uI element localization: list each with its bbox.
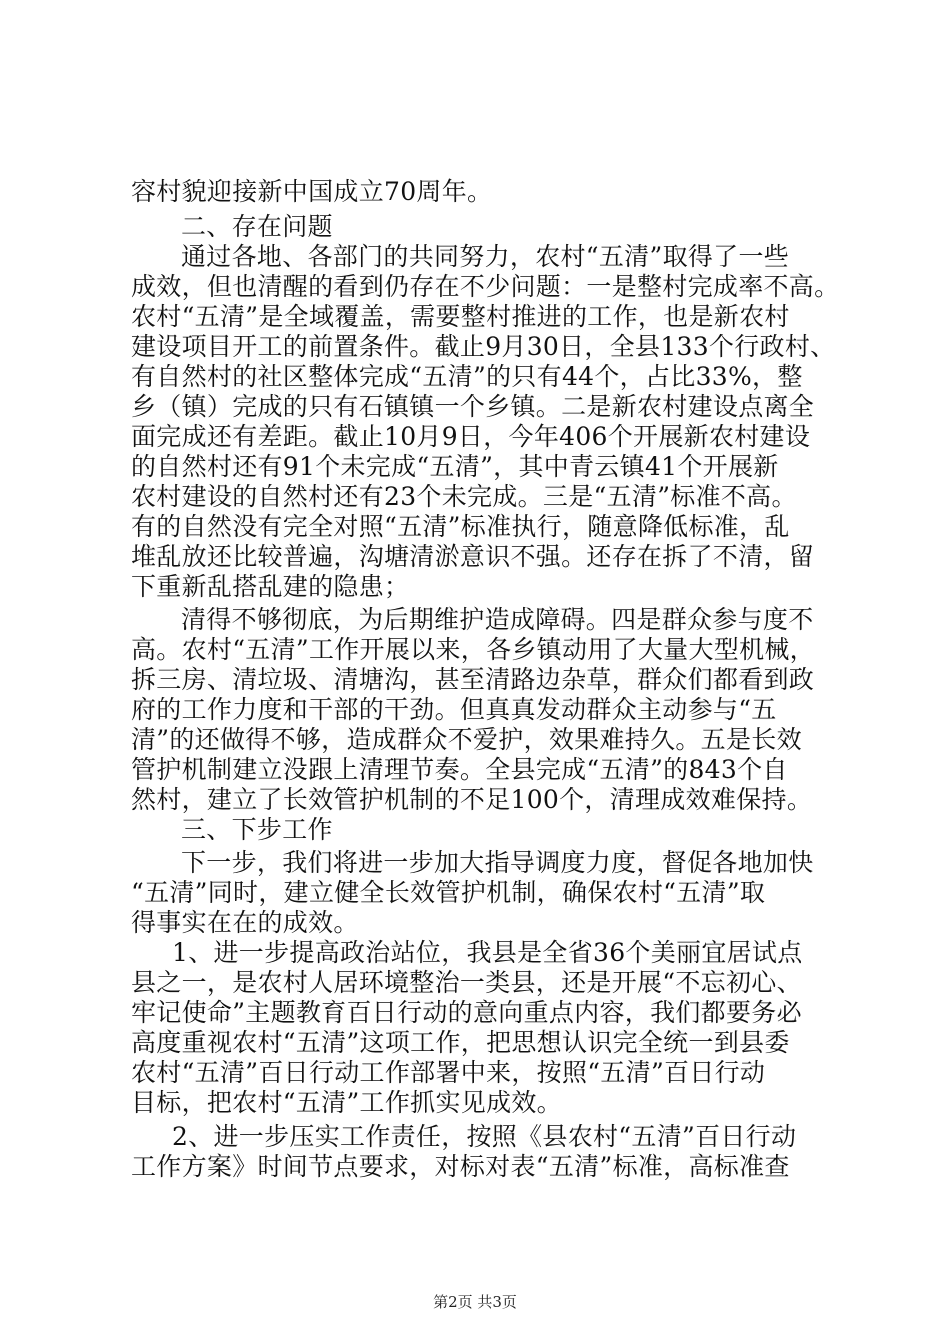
text-line: 堆乱放还比较普遍，沟塘清淤意识不强。还存在拆了不清，留 bbox=[131, 542, 815, 571]
text-line: “五清”同时，建立健全长效管护机制，确保农村“五清”取 bbox=[131, 878, 766, 907]
text-line: 二、存在问题 bbox=[181, 212, 333, 241]
text-line: 高。农村“五清”工作开展以来，各乡镇动用了大量大型机械， bbox=[131, 635, 815, 664]
text-line: 容村貌迎接新中国成立70周年。 bbox=[131, 177, 493, 206]
text-line: 2、进一步压实工作责任，按照《县农村“五清”百日行动 bbox=[172, 1122, 797, 1151]
text-line: 有自然村的社区整体完成“五清”的只有44个，占比33%，整 bbox=[131, 362, 803, 391]
text-line: 1、进一步提高政治站位，我县是全省36个美丽宜居试点 bbox=[172, 938, 803, 967]
text-line: 面完成还有差距。截止10月9日，今年406个开展新农村建设 bbox=[131, 422, 811, 451]
text-line: 下重新乱搭乱建的隐患； bbox=[131, 572, 410, 601]
text-line: 通过各地、各部门的共同努力，农村“五清”取得了一些 bbox=[181, 242, 790, 271]
text-line: 拆三房、清垃圾、清塘沟，甚至清路边杂草，群众们都看到政 bbox=[131, 665, 815, 694]
text-line: 农村“五清”百日行动工作部署中来，按照“五清”百日行动 bbox=[131, 1058, 766, 1087]
text-line: 成效，但也清醒的看到仍存在不少问题：一是整村完成率不高。 bbox=[131, 272, 840, 301]
text-line: 有的自然没有完全对照“五清”标准执行，随意降低标准，乱 bbox=[131, 512, 790, 541]
page-footer: 第2页 共3页 bbox=[433, 1293, 517, 1311]
text-line: 工作方案》时间节点要求，对标对表“五清”标准，高标准查 bbox=[131, 1152, 790, 1181]
text-line: 府的工作力度和干部的干劲。但真真发动群众主动参与“五 bbox=[131, 695, 777, 724]
text-line: 清”的还做得不够，造成群众不爱护，效果难持久。五是长效 bbox=[131, 725, 802, 754]
text-line: 建设项目开工的前置条件。截止9月30日，全县133个行政村、 bbox=[131, 332, 836, 361]
text-line: 目标，把农村“五清”工作抓实见成效。 bbox=[131, 1088, 562, 1117]
text-line: 然村，建立了长效管护机制的不足100个，清理成效难保持。 bbox=[131, 785, 813, 814]
text-line: 农村“五清”是全域覆盖，需要整村推进的工作，也是新农村 bbox=[131, 302, 790, 331]
text-line: 下一步，我们将进一步加大指导调度力度，督促各地加快 bbox=[181, 848, 814, 877]
text-line: 乡（镇）完成的只有石镇镇一个乡镇。二是新农村建设点离全 bbox=[131, 392, 815, 421]
text-line: 农村建设的自然村还有23个未完成。三是“五清”标准不高。 bbox=[131, 482, 797, 511]
text-line: 清得不够彻底，为后期维护造成障碍。四是群众参与度不 bbox=[181, 605, 814, 634]
text-line: 得事实在在的成效。 bbox=[131, 908, 359, 937]
text-line: 的自然村还有91个未完成“五清”，其中青云镇41个开展新 bbox=[131, 452, 779, 481]
text-line: 高度重视农村“五清”这项工作，把思想认识完全统一到县委 bbox=[131, 1028, 790, 1057]
text-line: 县之一，是农村人居环境整治一类县，还是开展“不忘初心、 bbox=[131, 968, 802, 997]
text-line: 管护机制建立没跟上清理节奏。全县完成“五清”的843个自 bbox=[131, 755, 788, 784]
text-line: 三、下步工作 bbox=[181, 815, 333, 844]
text-line: 牢记使命”主题教育百日行动的意向重点内容，我们都要务必 bbox=[131, 998, 802, 1027]
